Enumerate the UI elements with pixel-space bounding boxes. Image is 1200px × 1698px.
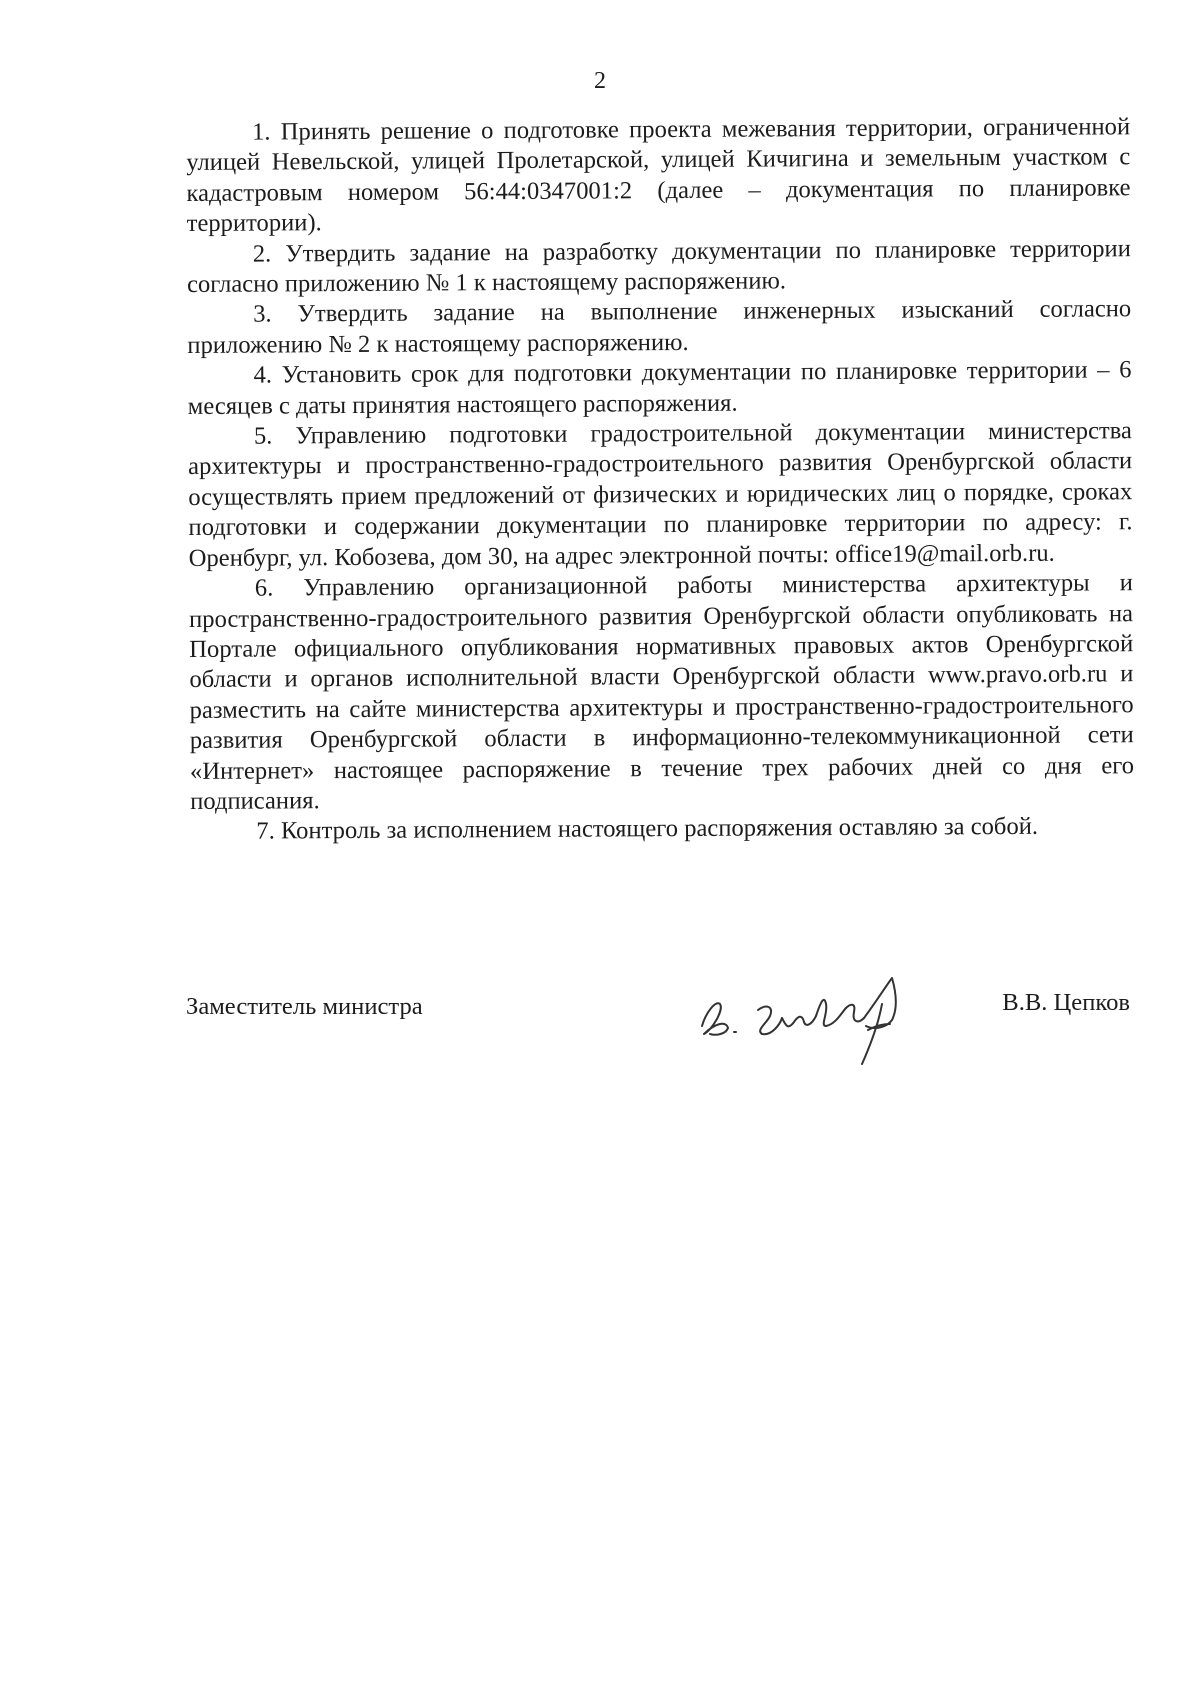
paragraph-6: 6. Управлению организационной работы министерства архитектуры и пространственно-градостроительного развития Оренбургской области опубликовать на Портале официального опубликования нормативных правовых актов Оренбургской области и органов исполнительной власти Оренбургской области www.pravo.orb.ru и разместить на сайте министерства архитектуры и пространственно-градостроительного развития Оренбургской области в информационно-телекоммуникационной сети «Интернет» настоящее распоряжение в течение трех рабочих дней со дня его подписания.	[188, 569, 1135, 815]
paragraph-3: 3. Утвердить задание на выполнение инженерных изысканий согласно приложению № 2 к настоящему распоряжению.	[187, 295, 1132, 359]
paragraph-4: 4. Установить срок для подготовки документации по планировке территории – 6 месяцев с даты принятия настоящего распоряжения.	[187, 356, 1132, 420]
signature-block	[186, 988, 1130, 1088]
paragraph-7: 7. Контроль за исполнением настоящего распоряжения оставляю за собой.	[256, 813, 1039, 845]
handwritten-signature	[686, 964, 926, 1074]
paragraph-2: 2. Утвердить задание на разработку документации по планировке территории согласно приложению № 1 к настоящему распоряжению.	[186, 234, 1131, 299]
signatory-title: Заместитель министра	[186, 993, 423, 1020]
document-body	[186, 112, 1134, 848]
page-number: 2	[594, 68, 606, 94]
paragraph-5: 5. Управлению подготовки градостроительной документации министерства архитектуры и пространственно-градостроительного развития Оренбургской области осуществлять прием предложений от физических и юридических лиц о порядке, сроках подготовки и содержании документации по планировке территории по адресу: г. Оренбург, ул. Кобозева, дом 30, на адрес электронной почты: office19@mail.orb.ru.	[188, 417, 1133, 572]
signatory-name: В.В. Цепков	[1002, 989, 1130, 1016]
paragraph-1: 1. Принять решение о подготовке проекта межевания территории, ограниченной улицей Невельской, улицей Пролетарской, улицей Кичигина и земельным участком с кадастровым номером 56:44:0347001:2 (далее – документация по планировке территории).	[186, 113, 1131, 238]
